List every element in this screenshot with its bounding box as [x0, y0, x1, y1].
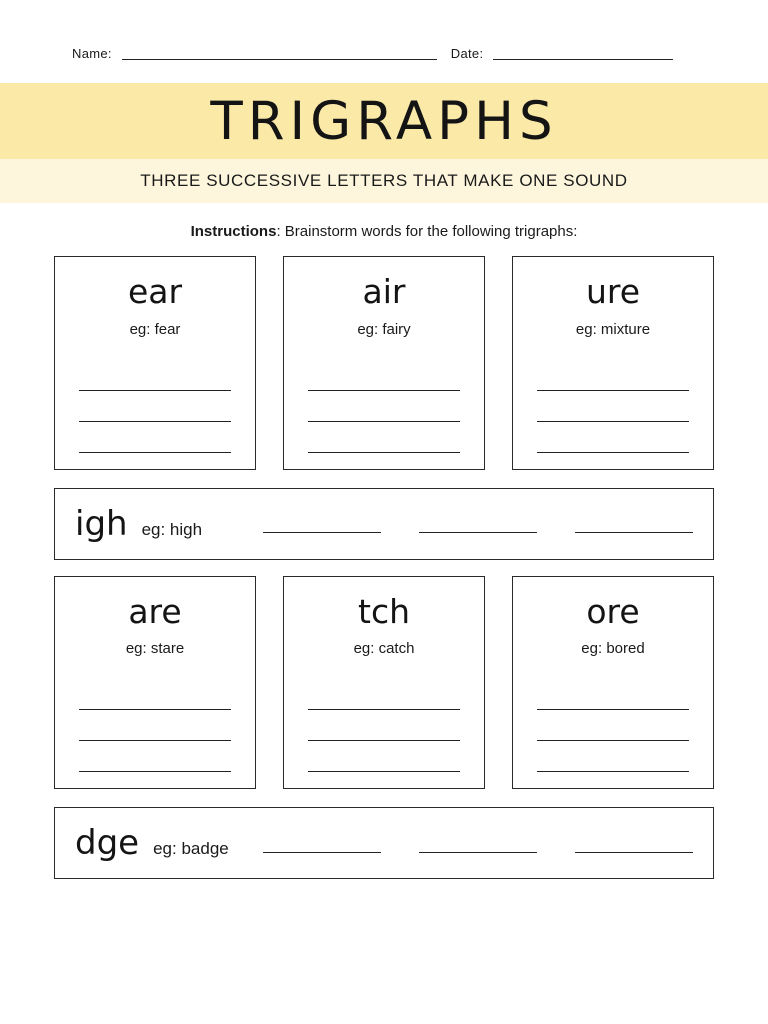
- subtitle-banner: [0, 159, 768, 203]
- trigraph-card: [283, 256, 485, 470]
- trigraph-example: eg: stare: [125, 640, 185, 658]
- trigraph-title: air: [362, 272, 406, 311]
- date-label: Date:: [450, 46, 484, 61]
- answer-line[interactable]: [308, 422, 460, 453]
- trigraph-title: are: [128, 591, 182, 631]
- date-input-line[interactable]: [493, 46, 673, 60]
- trigraph-wide-card: [54, 807, 714, 879]
- trigraph-card: [54, 576, 256, 790]
- page-title: TRIGRAPHS: [210, 90, 558, 152]
- trigraph-example: eg: badge: [153, 839, 229, 859]
- answer-line[interactable]: [263, 512, 381, 533]
- answer-line[interactable]: [575, 832, 693, 853]
- trigraph-wide-card: [54, 488, 714, 560]
- trigraph-card: [512, 576, 714, 790]
- answer-line[interactable]: [263, 832, 381, 853]
- trigraph-wide-row-2: [54, 807, 714, 879]
- answer-line[interactable]: [79, 391, 231, 422]
- trigraph-title: ore: [586, 591, 640, 631]
- answer-line[interactable]: [308, 679, 460, 710]
- trigraph-example: eg: mixture: [575, 320, 651, 338]
- trigraph-card: [283, 576, 485, 790]
- answer-line[interactable]: [308, 360, 460, 391]
- trigraph-title: ear: [127, 272, 183, 311]
- title-banner: [0, 83, 768, 159]
- answer-lines: [529, 679, 697, 772]
- answer-line[interactable]: [79, 741, 231, 772]
- answer-line[interactable]: [419, 512, 537, 533]
- trigraph-card: [54, 256, 256, 470]
- instructions-text: : Brainstorm words for the following trigraphs:: [276, 223, 578, 240]
- answer-line[interactable]: [575, 512, 693, 533]
- answer-lines: [300, 679, 468, 772]
- answer-line[interactable]: [79, 710, 231, 741]
- answer-line[interactable]: [308, 710, 460, 741]
- student-info-row: [0, 0, 768, 61]
- trigraph-card: [512, 256, 714, 470]
- answer-line[interactable]: [537, 360, 689, 391]
- answer-lines: [300, 360, 468, 453]
- answer-line[interactable]: [79, 360, 231, 391]
- name-label: Name:: [72, 46, 112, 61]
- answer-lines: [529, 360, 697, 453]
- instructions: [0, 223, 768, 240]
- answer-line[interactable]: [308, 391, 460, 422]
- worksheet-body: [0, 256, 768, 879]
- instructions-label: Instructions: [190, 223, 277, 240]
- answer-line[interactable]: [308, 741, 460, 772]
- answer-line[interactable]: [537, 710, 689, 741]
- answer-line[interactable]: [537, 422, 689, 453]
- trigraph-example: eg: catch: [353, 640, 415, 658]
- trigraph-wide-row-1: [54, 488, 714, 560]
- answer-lines: [259, 832, 693, 855]
- answer-lines: [71, 679, 239, 772]
- answer-lines: [232, 512, 693, 535]
- trigraph-title: dge: [75, 823, 140, 864]
- trigraph-title: tch: [358, 591, 410, 631]
- trigraph-card-row-1: [54, 256, 714, 470]
- answer-line[interactable]: [79, 679, 231, 710]
- trigraph-example: eg: fear: [129, 320, 181, 338]
- answer-line[interactable]: [537, 741, 689, 772]
- trigraph-example: eg: high: [141, 519, 203, 539]
- name-input-line[interactable]: [122, 46, 437, 60]
- trigraph-example: eg: fairy: [357, 320, 411, 338]
- answer-line[interactable]: [537, 391, 689, 422]
- page-subtitle: THREE SUCCESSIVE LETTERS THAT MAKE ONE SOUND: [140, 171, 628, 190]
- trigraph-example: eg: bored: [581, 640, 645, 658]
- answer-line[interactable]: [419, 832, 537, 853]
- trigraph-title: ure: [585, 272, 641, 311]
- answer-line[interactable]: [537, 679, 689, 710]
- trigraph-card-row-2: [54, 576, 714, 790]
- answer-lines: [71, 360, 239, 453]
- trigraph-title: igh: [75, 503, 128, 544]
- answer-line[interactable]: [79, 422, 231, 453]
